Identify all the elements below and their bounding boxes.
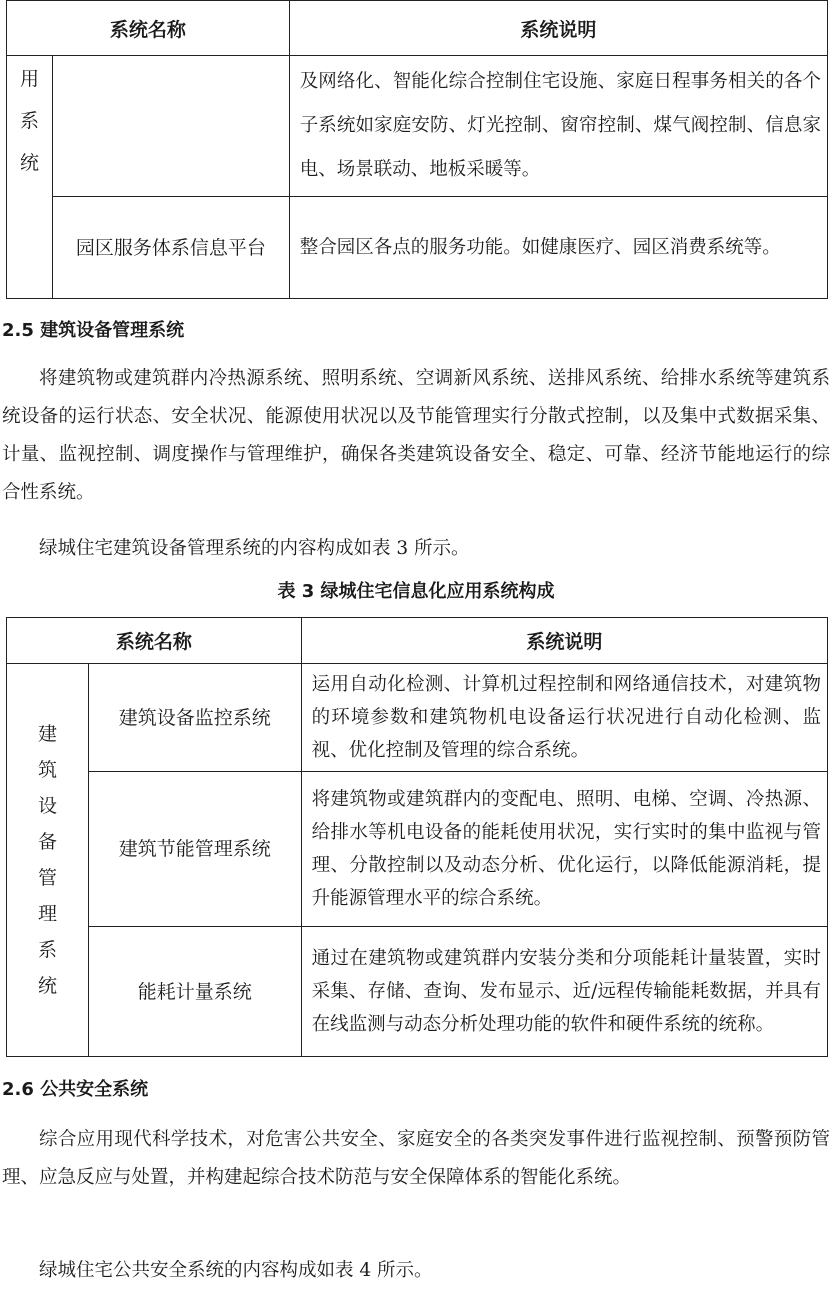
system-name-cell [52,56,289,197]
header-system-desc: 系统说明 [289,1,827,56]
header-system-name: 系统名称 [7,1,290,56]
section-heading-2-6: 2.6 公共安全系统 [2,1079,149,1100]
table-row [7,927,828,1057]
system-desc-cell: 将建筑物或建筑群内的变配电、照明、电梯、空调、冷热源、给排水等机电设备的能耗使用状况，实行实时的集中监视与管理、分散控制以及动态分析、优化运行，以降低能源消耗，提升能源管理水平的综合系统。 [301,772,827,927]
system-name-cell: 能耗计量系统 [88,927,301,1057]
group-char: 设 [37,795,57,817]
system-name-cell: 建筑节能管理系统 [88,772,301,927]
section-heading-2-5: 2.5 建筑设备管理系统 [2,320,185,341]
paragraph: 综合应用现代科学技术，对危害公共安全、家庭安全的各类突发事件进行监视控制、预警预防管理、应急反应与处置，并构建起综合技术防范与安全保障体系的智能化系统。 [2,1129,830,1188]
group-label [7,664,89,1057]
table-caption: 表 3 绿城住宅信息化应用系统构成 [277,581,555,602]
system-name-cell: 建筑设备监控系统 [88,664,301,772]
table-row [7,56,828,197]
group-char: 统 [37,975,57,997]
table-row [7,664,828,772]
system-desc-cell: 运用自动化检测、计算机过程控制和网络通信技术，对建筑物的环境参数和建筑物机电设备运行状况进行自动化检测、监视、优化控制及管理的综合系统。 [301,664,827,772]
group-label [7,56,53,299]
group-char: 系 [37,939,57,961]
system-desc-cell: 及网络化、智能化综合控制住宅设施、家庭日程事务相关的各个子系统如家庭安防、灯光控制、窗帘控制、煤气阀控制、信息家电、场景联动、地板采暖等。 [289,56,827,197]
paragraph: 将建筑物或建筑群内冷热源系统、照明系统、空调新风系统、送排风系统、给排水系统等建筑系统设备的运行状态、安全状况、能源使用状况以及节能管理实行分散式控制，以及集中式数据采集、计量、监视控制、调度操作与管理维护，确保各类建筑设备安全、稳定、可靠、经济节能地运行的综合性系统。 [2,368,830,503]
table-row [7,197,828,299]
group-char: 理 [37,903,57,925]
group-char: 管 [37,867,57,889]
paragraph: 绿城住宅建筑设备管理系统的内容构成如表 3 所示。 [39,538,470,559]
group-char: 备 [37,831,57,853]
group-char: 用 [19,68,39,90]
header-system-name: 系统名称 [7,618,302,664]
group-char: 统 [19,152,39,174]
group-char: 系 [19,110,39,132]
table-row [7,772,828,927]
paragraph: 绿城住宅公共安全系统的内容构成如表 4 所示。 [39,1260,433,1281]
group-char: 筑 [37,759,57,781]
system-name-cell: 园区服务体系信息平台 [52,197,289,299]
system-desc-cell: 整合园区各点的服务功能。如健康医疗、园区消费系统等。 [289,197,827,299]
table-3 [6,617,828,1057]
group-char: 建 [37,723,57,745]
table-header-row [7,1,828,56]
system-desc-cell: 通过在建筑物或建筑群内安装分类和分项能耗计量装置，实时采集、存储、查询、发布显示、近/远程传输能耗数据，并具有在线监测与动态分析处理功能的软件和硬件系统的统称。 [301,927,827,1057]
header-system-desc: 系统说明 [301,618,827,664]
table-top [6,0,828,299]
table-header-row [7,618,828,664]
